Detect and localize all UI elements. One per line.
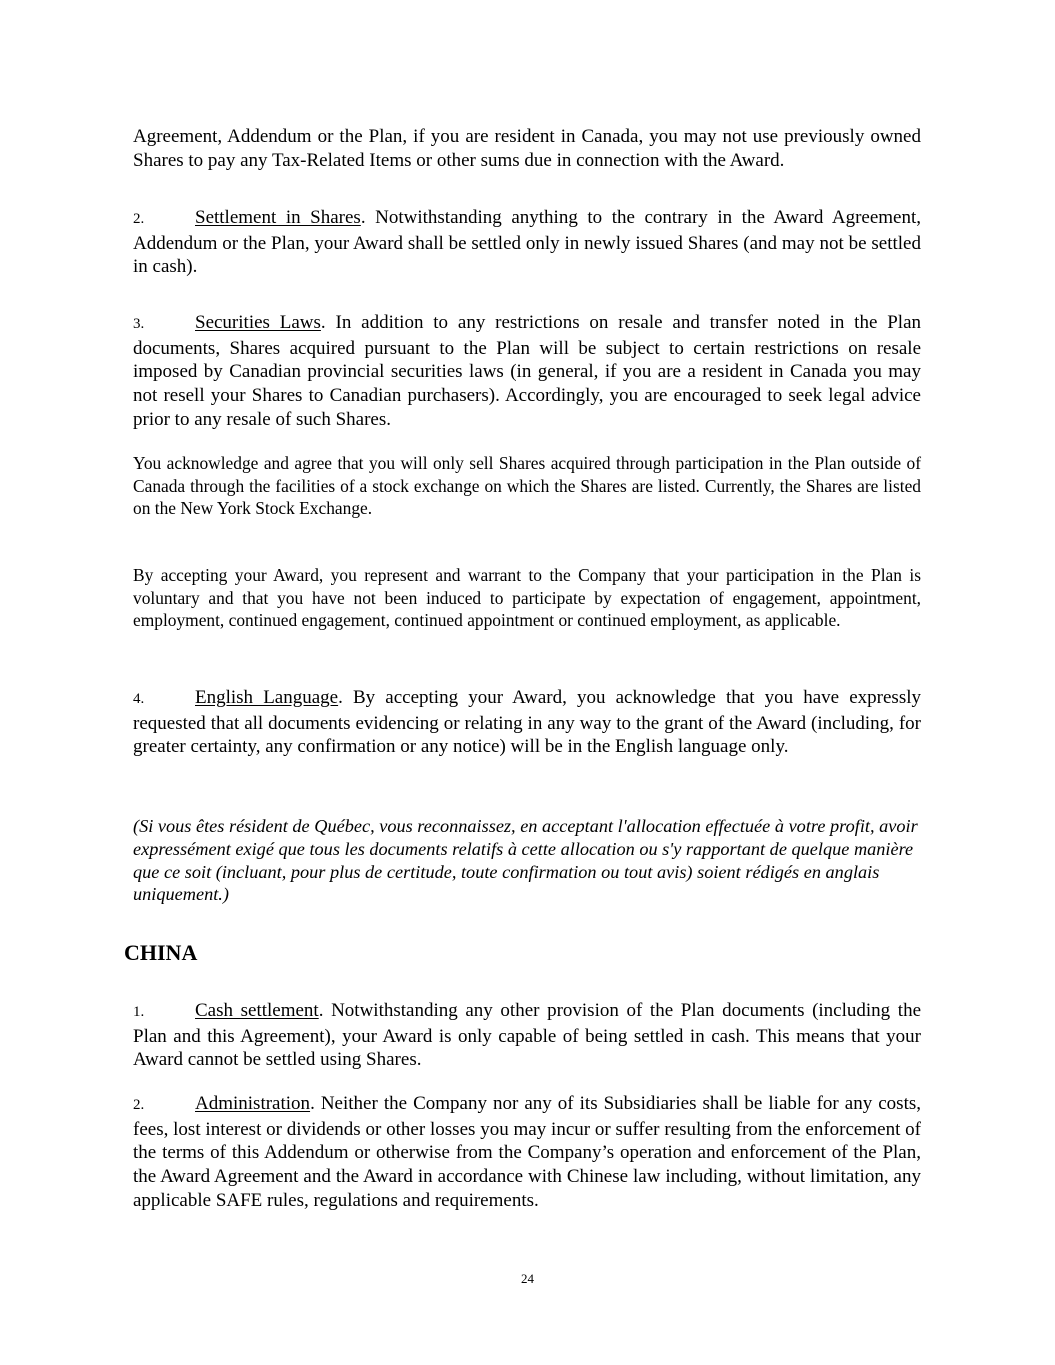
paragraph-administration (133, 1092, 921, 1213)
paragraph-heading: Securities Laws (195, 312, 321, 333)
paragraph-english-language (133, 686, 921, 759)
paragraph-number: 4. (133, 691, 145, 707)
paragraph-text: . Neither the Company nor any of its Subsidiaries shall be liable for any costs, fees, lost interest or dividends or other losses you may incur or suffer resulting from the enforcement of the terms of this Addendum or otherwise from the Company’s operation and enforcement of the Plan, the Award Agreement and the Award in accordance with Chinese law including, without limitation, any applicable SAFE rules, regulations and requirements. (133, 1093, 921, 1211)
paragraph-heading: English Language (195, 687, 339, 708)
paragraph-number: 2. (133, 211, 145, 227)
paragraph-text: . By accepting your Award, you acknowledge that you have expressly requested that all documents evidencing or relating in any way to the grant of the Award (including, for greater certainty, any confirmation or any notice) will be in the English language only. (133, 687, 921, 758)
paragraph-number: 3. (133, 316, 145, 332)
paragraph-number: 1. (133, 1004, 145, 1020)
paragraph-text: . Notwithstanding any other provision of the Plan documents (including the Plan and this Agreement), your Award is only capable of being settled in cash. This means that your Award cannot be settled using Shares. (133, 1000, 922, 1071)
paragraph-settlement-in-shares (133, 206, 921, 279)
paragraph-text: . In addition to any restrictions on resale and transfer noted in the Plan documents, Shares acquired pursuant to the Plan will be subject to certain restrictions on resale imposed by Canadian provincial securities laws (in general, if you are a resident in Canada you may not resell your Shares to Canadian purchasers). Accordingly, you are encouraged to seek legal advice prior to any resale of such Shares. (133, 312, 922, 430)
paragraph-text: (Si vous êtes résident de Québec, vous reconnaissez, en acceptant l'allocation effectuée à votre profit, avoir expressément exigé que tous les documents relatifs à cette allocation ou s'y rapportant de quelque manière que ce soit (incluant, pour plus de certitude, toute confirmation ou tout avis) soient rédigés en anglais uniquement.) (133, 816, 918, 905)
paragraph-securities-laws (133, 311, 921, 432)
paragraph-cash-settlement (133, 999, 921, 1072)
paragraph-heading: Settlement in Shares (195, 207, 361, 228)
paragraph-text: Agreement, Addendum or the Plan, if you are resident in Canada, you may not use previously owned Shares to pay any Tax-Related Items or other sums due in connection with the Award. (133, 126, 921, 171)
section-heading-china: CHINA (124, 940, 198, 965)
paragraph-canada-tax (133, 125, 921, 172)
paragraph-text: You acknowledge and agree that you will only sell Shares acquired through participation in the Plan outside of Canada through the facilities of a stock exchange on which the Shares are listed. Currently, the Shares are listed on the New York Stock Exchange. (133, 453, 921, 519)
paragraph-french-translation (133, 815, 921, 906)
paragraph-text: By accepting your Award, you represent and warrant to the Company that your participation in the Plan is voluntary and that you have not been induced to participate by expectation of engagement, appointment, employment, continued engagement, continued appointment or continued employment, as applicable. (133, 565, 921, 631)
paragraph-heading: Cash settlement (195, 1000, 319, 1021)
paragraph-sell-outside-canada (133, 452, 921, 520)
paragraph-voluntary-participation (133, 564, 921, 632)
paragraph-heading: Administration (195, 1093, 311, 1114)
paragraph-number: 2. (133, 1097, 145, 1113)
page-number: 24 (521, 1271, 534, 1286)
paragraph-text: . Notwithstanding anything to the contrary in the Award Agreement, Addendum or the Plan, your Award shall be settled only in newly issued Shares (and may not be settled in cash). (133, 207, 922, 278)
